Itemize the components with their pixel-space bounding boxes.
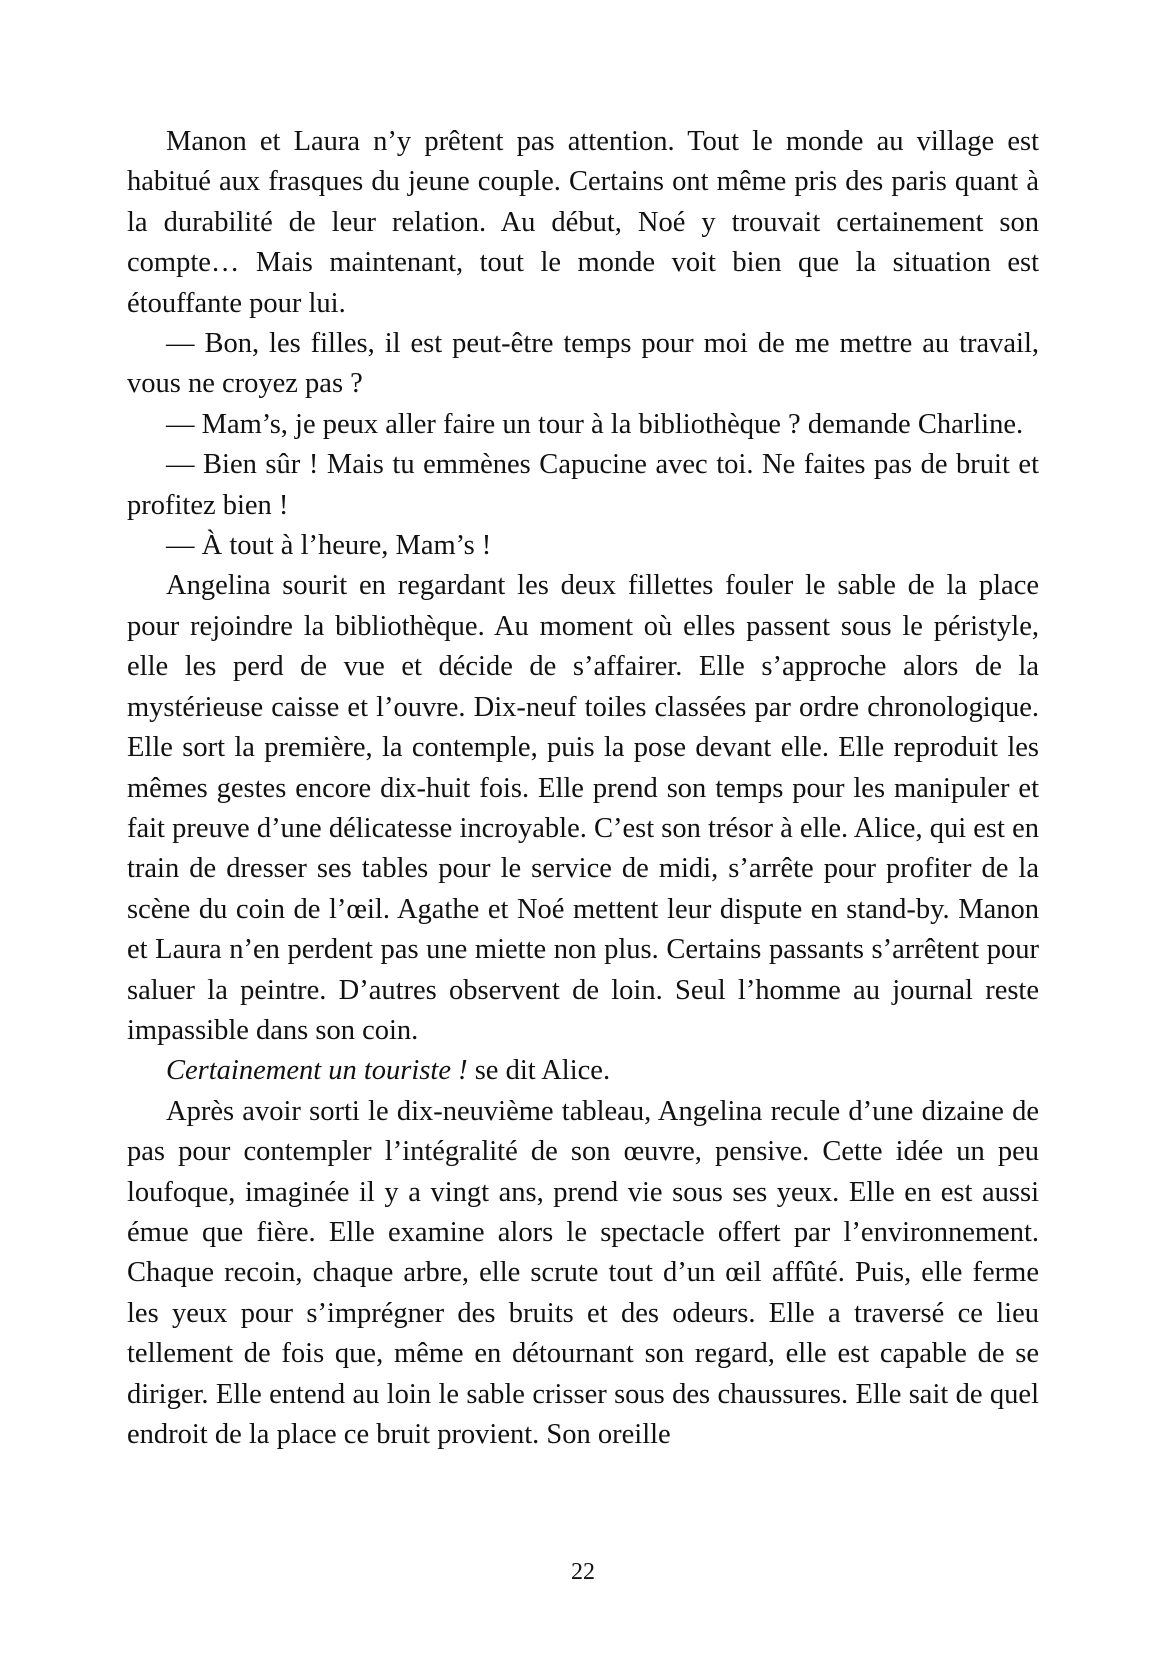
italic-thought-tail: se dit Alice. xyxy=(467,1055,611,1087)
paragraph-1: Manon et Laura n’y prêtent pas attention. Tout le monde au village est habitué aux frasques du jeune couple. Certains ont même pris des paris quant à la durabilité de leur relation. Au début, Noé y trouvait certainement son compte… Mais maintenant, tout le monde voit bien que la situation est étouffante pour lui. xyxy=(127,126,1039,319)
page-number: 22 xyxy=(571,1559,595,1585)
dialogue-line-4: — À tout à l’heure, Mam’s ! xyxy=(166,530,492,562)
dialogue-line-2: — Mam’s, je peux aller faire un tour à la bibliothèque ? demande Charline. xyxy=(166,408,1024,440)
paragraph-final: Après avoir sorti le dix-neuvième tableau, Angelina recule d’une dizaine de pas pour contempler l’intégralité de son œuvre, pensive. Cette idée un peu loufoque, imaginée il y a vingt ans, prend vie sous ses yeux. Elle en est aussi émue que fière. Elle examine alors le spectacle offert par l’environnement. Chaque recoin, chaque arbre, elle scrute tout d’un œil affûté. Puis, elle ferme les yeux pour s’imprégner des bruits et des odeurs. Elle a traversé ce lieu tellement de fois que, même en détournant son regard, elle est capable de se diriger. Elle entend au loin le sable crisser sous des chaussures. Elle sait de quel endroit de la place ce bruit provient. Son oreille xyxy=(127,1095,1039,1450)
italic-thought: Certainement un touriste ! xyxy=(166,1055,468,1087)
dialogue-line-3: — Bien sûr ! Mais tu emmènes Capucine avec toi. Ne faites pas de bruit et profitez bien ! xyxy=(127,449,1039,521)
paragraph-angelina: Angelina sourit en regardant les deux fillettes fouler le sable de la place pour rejoindre la bibliothèque. Au moment où elles passent sous le péristyle, elle les perd de vue et décide de s’affairer. Elle s’approche alors de la mystérieuse caisse et l’ouvre. Dix-neuf toiles classées par ordre chronologique. Elle sort la première, la contemple, puis la pose devant elle. Elle reproduit les mêmes gestes encore dix-huit fois. Elle prend son temps pour les manipuler et fait preuve d’une délicatesse incroyable. C’est son trésor à elle. Alice, qui est en train de dresser ses tables pour le service de midi, s’arrête pour profiter de la scène du coin de l’œil. Agathe et Noé mettent leur dispute en stand-by. Manon et Laura n’en perdent pas une miette non plus. Certains passants s’arrêtent pour saluer la peintre. D’autres observent de loin. Seul l’homme au journal reste impassible dans son coin. xyxy=(127,570,1039,1046)
body-text xyxy=(127,122,1039,1455)
italic-thought-paragraph xyxy=(127,1051,1039,1091)
dialogue-line-1: — Bon, les filles, il est peut-être temps pour moi de me mettre au travail, vous ne croyez pas ? xyxy=(127,328,1039,400)
